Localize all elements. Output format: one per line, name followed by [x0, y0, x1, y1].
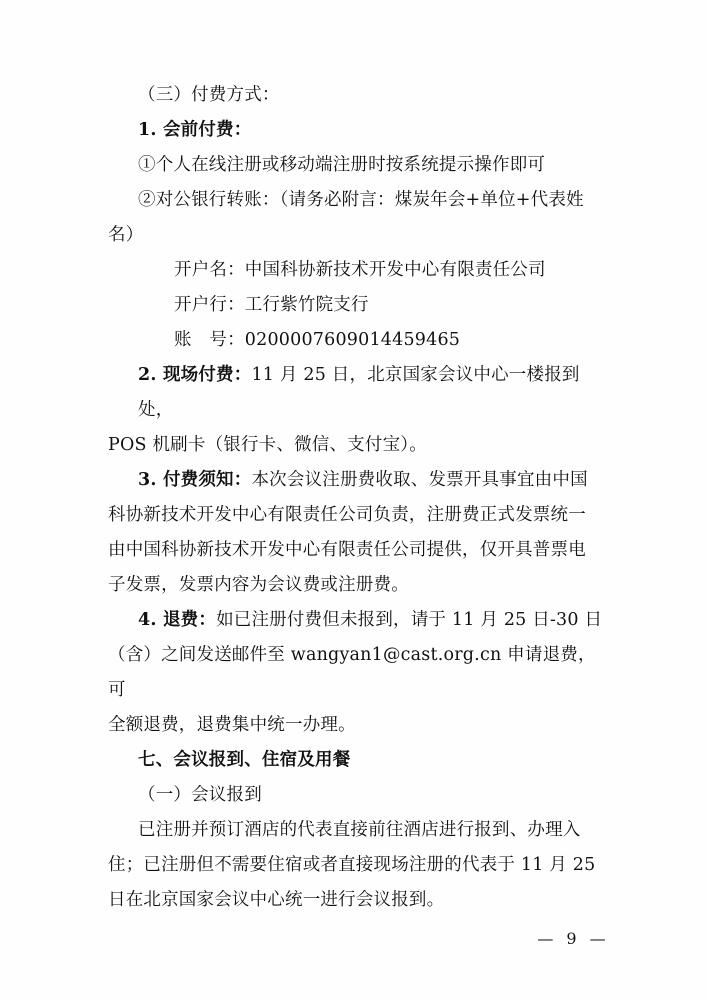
- document-paragraph: [108, 568, 610, 603]
- paragraph-label: 七、会议报到、住宿及用餐: [138, 750, 351, 770]
- paragraph-text: 已注册并预订酒店的代表直接前往酒店进行报到、办理入: [138, 820, 581, 840]
- document-paragraph: [108, 778, 610, 813]
- paragraph-text: 如已注册付费但未报到，请于 11 月 25 日-30 日: [216, 610, 603, 630]
- page-number: — 9 —: [537, 929, 610, 948]
- document-paragraph: [108, 743, 610, 778]
- document-paragraph: [108, 113, 610, 148]
- paragraph-text: 账 号：0200007609014459465: [174, 330, 461, 350]
- paragraph-text: 日在北京国家会议中心统一进行会议报到。: [108, 890, 445, 910]
- paragraph-text: ①个人在线注册或移动端注册时按系统提示操作即可: [138, 155, 546, 175]
- paragraph-text: （含）之间发送邮件至 wangyan1@cast.org.cn 申请退费，可: [108, 645, 596, 700]
- document-paragraph: [108, 848, 610, 883]
- paragraph-text: 全额退费，退费集中统一办理。: [108, 715, 356, 735]
- document-paragraph: [108, 883, 610, 918]
- paragraph-text: 子发票，发票内容为会议费或注册费。: [108, 575, 409, 595]
- document-paragraph: [108, 358, 610, 428]
- document-paragraph: [108, 288, 610, 323]
- paragraph-label: 3. 付费须知：: [138, 470, 252, 490]
- paragraph-text: （三）付费方式：: [138, 85, 280, 105]
- paragraph-text: 科协新技术开发中心有限责任公司负责，注册费正式发票统一: [108, 505, 586, 525]
- document-paragraph: [108, 428, 610, 463]
- paragraph-text: 本次会议注册费收取、发票开具事宜由中国: [251, 470, 588, 490]
- document-paragraph: [108, 708, 610, 743]
- document-paragraph: [108, 498, 610, 533]
- paragraph-text: （一）会议报到: [138, 785, 262, 805]
- document-paragraph: [108, 78, 610, 113]
- document-paragraph: [108, 323, 610, 358]
- paragraph-text: 名）: [108, 225, 144, 245]
- paragraph-text: 开户行：工行紫竹院支行: [174, 295, 369, 315]
- page-footer: [0, 929, 707, 948]
- document-paragraph: [108, 183, 610, 218]
- document-paragraph: [108, 533, 610, 568]
- document-paragraph: [108, 253, 610, 288]
- document-body: [108, 78, 610, 918]
- paragraph-text: 11 月 25 日，北京国家会议中心一楼报到处，: [138, 365, 580, 420]
- document-paragraph: [108, 148, 610, 183]
- paragraph-label: 4. 退费：: [138, 610, 217, 630]
- document-paragraph: [108, 218, 610, 253]
- paragraph-text: ②对公银行转账：（请务必附言：煤炭年会+单位+代表姓: [138, 190, 584, 210]
- paragraph-text: POS 机刷卡（银行卡、微信、支付宝）。: [108, 435, 427, 455]
- document-paragraph: [108, 813, 610, 848]
- document-paragraph: [108, 463, 610, 498]
- paragraph-text: 由中国科协新技术开发中心有限责任公司提供，仅开具普票电: [108, 540, 586, 560]
- paragraph-text: 开户名：中国科协新技术开发中心有限责任公司: [174, 260, 546, 280]
- document-paragraph: [108, 638, 610, 708]
- document-paragraph: [108, 603, 610, 638]
- paragraph-text: 住；已注册但不需要住宿或者直接现场注册的代表于 11 月 25: [108, 855, 596, 875]
- paragraph-label: 2. 现场付费：: [138, 365, 252, 385]
- paragraph-label: 1. 会前付费：: [138, 120, 252, 140]
